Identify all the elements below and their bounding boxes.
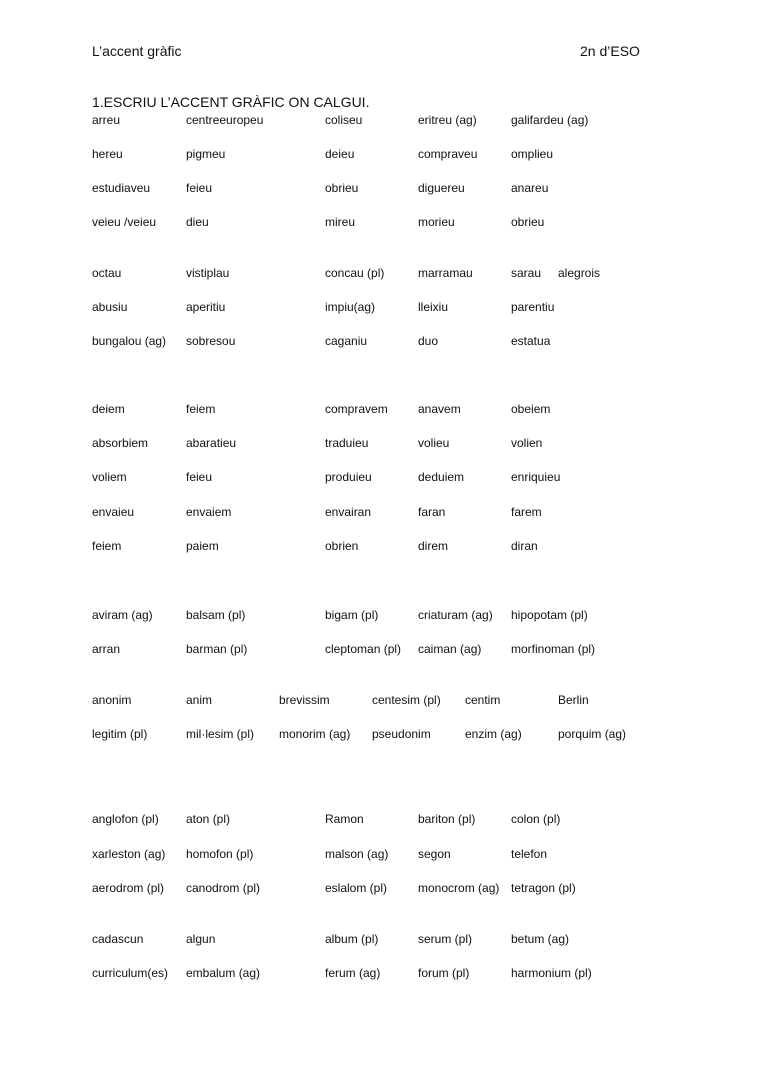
word-item: parentiu — [511, 300, 555, 314]
word-row — [0, 641, 768, 657]
word-item: compravem — [325, 402, 388, 416]
word-item: aperitiu — [186, 300, 226, 314]
word-item: lleixiu — [418, 300, 449, 314]
word-item: mireu — [325, 215, 356, 229]
word-item: obrieu — [511, 215, 545, 229]
word-item: volieu — [418, 436, 450, 450]
word-item: deiem — [92, 402, 125, 416]
word-item: pseudonim — [372, 727, 431, 741]
word-item: estatua — [511, 334, 551, 348]
word-item: diran — [511, 539, 538, 553]
word-item: estudiaveu — [92, 181, 151, 195]
word-item: alegrois — [558, 266, 601, 280]
word-row — [0, 811, 768, 827]
word-item: traduieu — [325, 436, 369, 450]
word-item: feieu — [186, 181, 213, 195]
word-item: monocrom (ag) — [418, 881, 500, 895]
word-item: anglofon (pl) — [92, 812, 159, 826]
word-item: impiu(ag) — [325, 300, 376, 314]
word-item: envaiem — [186, 505, 232, 519]
word-item: faran — [418, 505, 446, 519]
word-item: compraveu — [418, 147, 478, 161]
word-item: aviram (ag) — [92, 608, 153, 622]
word-item: monorim (ag) — [279, 727, 351, 741]
word-item: algun — [186, 932, 216, 946]
word-row — [0, 180, 768, 196]
word-item: Ramon — [325, 812, 364, 826]
word-row — [0, 538, 768, 554]
word-item: hereu — [92, 147, 123, 161]
word-row — [0, 846, 768, 862]
word-row — [0, 607, 768, 623]
word-item: balsam (pl) — [186, 608, 246, 622]
word-item: abaratieu — [186, 436, 237, 450]
word-row — [0, 504, 768, 520]
word-item: eritreu (ag) — [418, 113, 477, 127]
exercise-title: 1.ESCRIU L’ACCENT GRÀFIC ON CALGUI. — [92, 94, 370, 110]
word-item: direm — [418, 539, 449, 553]
word-item: duo — [418, 334, 439, 348]
word-item: homofon (pl) — [186, 847, 254, 861]
word-item: feieu — [186, 470, 213, 484]
word-item: bariton (pl) — [418, 812, 476, 826]
word-item: deduiem — [418, 470, 465, 484]
word-item: porquim (ag) — [558, 727, 627, 741]
word-row — [0, 469, 768, 485]
word-item: concau (pl) — [325, 266, 385, 280]
word-item: obrieu — [325, 181, 359, 195]
header-course: 2n d’ESO — [580, 43, 640, 59]
word-item: album (pl) — [325, 932, 379, 946]
word-row — [0, 692, 768, 708]
word-item: anareu — [511, 181, 549, 195]
word-item: telefon — [511, 847, 548, 861]
word-row — [0, 880, 768, 896]
word-item: arreu — [92, 113, 121, 127]
word-item: dieu — [186, 215, 209, 229]
word-item: curriculum(es) — [92, 966, 169, 980]
word-row — [0, 931, 768, 947]
word-item: octau — [92, 266, 122, 280]
word-item: centim — [465, 693, 501, 707]
word-item: veieu /veieu — [92, 215, 157, 229]
word-row — [0, 401, 768, 417]
word-item: pigmeu — [186, 147, 226, 161]
word-item: ferum (ag) — [325, 966, 381, 980]
word-item: volien — [511, 436, 543, 450]
word-item: Berlin — [558, 693, 589, 707]
word-item: anavem — [418, 402, 461, 416]
word-item: centreeuropeu — [186, 113, 264, 127]
word-item: voliem — [92, 470, 127, 484]
word-item: anim — [186, 693, 213, 707]
word-item: abusiu — [92, 300, 128, 314]
word-item: malson (ag) — [325, 847, 389, 861]
word-item: serum (pl) — [418, 932, 473, 946]
word-item: enzim (ag) — [465, 727, 522, 741]
word-item: cadascun — [92, 932, 144, 946]
word-row — [0, 299, 768, 315]
word-item: legitim (pl) — [92, 727, 148, 741]
word-item: marramau — [418, 266, 473, 280]
header-title: L’accent gràfic — [92, 43, 182, 59]
word-row — [0, 965, 768, 981]
word-item: paiem — [186, 539, 219, 553]
word-item: harmonium (pl) — [511, 966, 592, 980]
word-item: bungalou (ag) — [92, 334, 167, 348]
word-item: galifardeu (ag) — [511, 113, 589, 127]
word-item: cleptoman (pl) — [325, 642, 402, 656]
word-item: bigam (pl) — [325, 608, 379, 622]
word-item: xarleston (ag) — [92, 847, 166, 861]
word-item: embalum (ag) — [186, 966, 261, 980]
word-item: criaturam (ag) — [418, 608, 493, 622]
word-row — [0, 146, 768, 162]
word-item: envaieu — [92, 505, 135, 519]
word-item: sarau — [511, 266, 542, 280]
word-row — [0, 265, 768, 281]
word-item: hipopotam (pl) — [511, 608, 588, 622]
word-item: vistiplau — [186, 266, 230, 280]
word-item: omplieu — [511, 147, 554, 161]
word-item: feiem — [186, 402, 216, 416]
word-item: sobresou — [186, 334, 236, 348]
word-item: caganiu — [325, 334, 368, 348]
word-item: eslalom (pl) — [325, 881, 388, 895]
word-item: envairan — [325, 505, 372, 519]
word-item: segon — [418, 847, 451, 861]
word-item: aton (pl) — [186, 812, 231, 826]
word-item: produieu — [325, 470, 372, 484]
word-item: enriquieu — [511, 470, 561, 484]
word-item: morieu — [418, 215, 455, 229]
word-item: deieu — [325, 147, 355, 161]
word-item: absorbiem — [92, 436, 149, 450]
word-item: anonim — [92, 693, 132, 707]
word-item: obrien — [325, 539, 359, 553]
word-item: centesim (pl) — [372, 693, 441, 707]
word-row — [0, 435, 768, 451]
word-item: coliseu — [325, 113, 363, 127]
word-item: farem — [511, 505, 542, 519]
word-item: colon (pl) — [511, 812, 561, 826]
word-item: mil·lesim (pl) — [186, 727, 254, 741]
word-item: morfinoman (pl) — [511, 642, 596, 656]
word-item: forum (pl) — [418, 966, 470, 980]
word-item: barman (pl) — [186, 642, 248, 656]
word-item: tetragon (pl) — [511, 881, 576, 895]
word-row — [0, 112, 768, 128]
word-row — [0, 726, 768, 742]
word-item: canodrom (pl) — [186, 881, 261, 895]
word-item: aerodrom (pl) — [92, 881, 165, 895]
word-item: betum (ag) — [511, 932, 570, 946]
word-item: obeiem — [511, 402, 551, 416]
word-item: caiman (ag) — [418, 642, 482, 656]
word-item: brevissim — [279, 693, 330, 707]
word-row — [0, 214, 768, 230]
word-item: arran — [92, 642, 121, 656]
word-row — [0, 333, 768, 349]
word-item: diguereu — [418, 181, 465, 195]
word-item: feiem — [92, 539, 122, 553]
